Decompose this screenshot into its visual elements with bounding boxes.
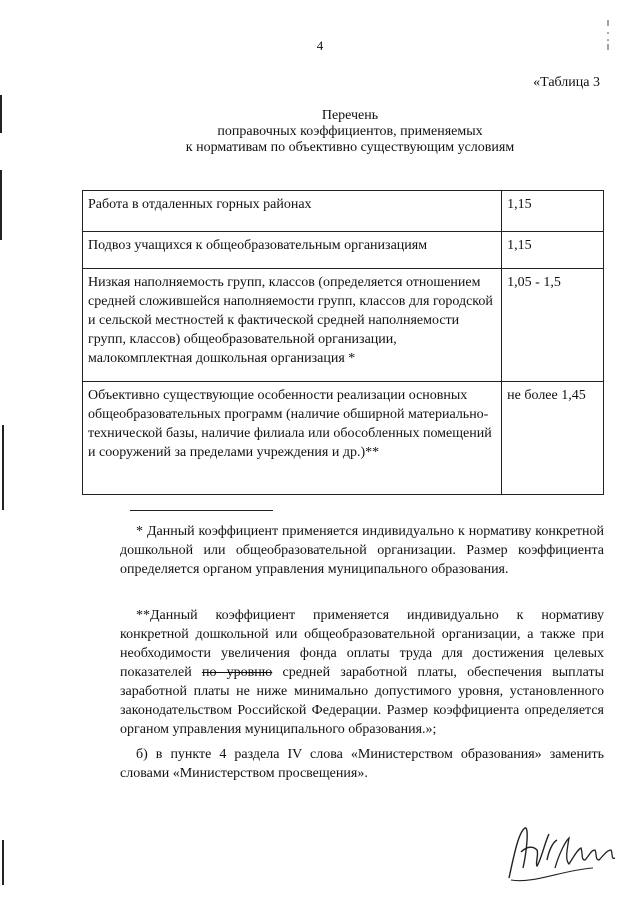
footnote-divider [130, 510, 273, 511]
title-line-3: к нормативам по объективно существующим условиям [185, 140, 515, 155]
table-title [150, 108, 550, 156]
footnote-2-text-start: **Данный коэффициент применяется индивидуально к нормативу конкретной дошкольной или общеобразовательной организации, а также при необходимости увеличения фонда оплаты труда для достижения целевых показателей [120, 608, 604, 680]
table-row [83, 269, 604, 382]
condition-cell: Объективно существующие особенности реализации основных общеобразовательных программ (наличие обширной материально-технической базы, наличие филиала или обособленных помещений и сооружений за пределами учреждения и др.)** [83, 382, 502, 495]
left-margin-mark [2, 425, 4, 510]
amendment-paragraph [120, 745, 604, 783]
left-margin-mark [0, 170, 2, 240]
page-number: 4 [316, 38, 324, 53]
table-label: «Таблица 3 [533, 75, 600, 90]
footnote-1 [120, 522, 604, 579]
left-margin-mark [0, 95, 2, 133]
condition-cell: Подвоз учащихся к общеобразовательным организациям [83, 232, 502, 269]
coefficient-cell: 1,15 [502, 232, 604, 269]
coefficient-cell: 1,15 [502, 191, 604, 232]
margin-mark-icon [606, 20, 610, 50]
condition-cell: Низкая наполняемость групп, классов (определяется отношением средней сложившейся наполняемости групп, классов для городской и сельской местностей к фактической средней наполняемости групп, классов) общеобразовательной организации, малокомплектная дошкольная организация * [83, 269, 502, 382]
title-line-2: поправочных коэффициентов, применяемых [217, 124, 483, 139]
coefficient-cell: не более 1,45 [502, 382, 604, 495]
table-row [83, 382, 604, 495]
coefficient-cell: 1,05 - 1,5 [502, 269, 604, 382]
footnote-2-text-end: средней заработной платы, обеспечения выплаты заработной платы не ниже минимально допустимого уровня, установленного законодательством Российской Федерации. Размер коэффициента определяется органом управления муниципального образования.»; [120, 665, 605, 737]
table-row [83, 191, 604, 232]
title-line-1: Перечень [321, 108, 379, 123]
handwritten-signature [503, 820, 623, 895]
struck-text: по уровню [201, 665, 273, 680]
left-margin-mark [2, 840, 4, 885]
table-row [83, 232, 604, 269]
footnote-2 [120, 606, 604, 739]
footnote-1-text: * Данный коэффициент применяется индивидуально к нормативу конкретной дошкольной или общеобразовательной организации. Размер коэффициента определяется органом управления муниципального образования. [120, 524, 604, 577]
condition-cell: Работа в отдаленных горных районах [83, 191, 502, 232]
coefficients-table [82, 190, 604, 495]
amendment-text: б) в пункте 4 раздела IV слова «Министерством образования» заменить словами «Министерством просвещения». [120, 747, 604, 781]
